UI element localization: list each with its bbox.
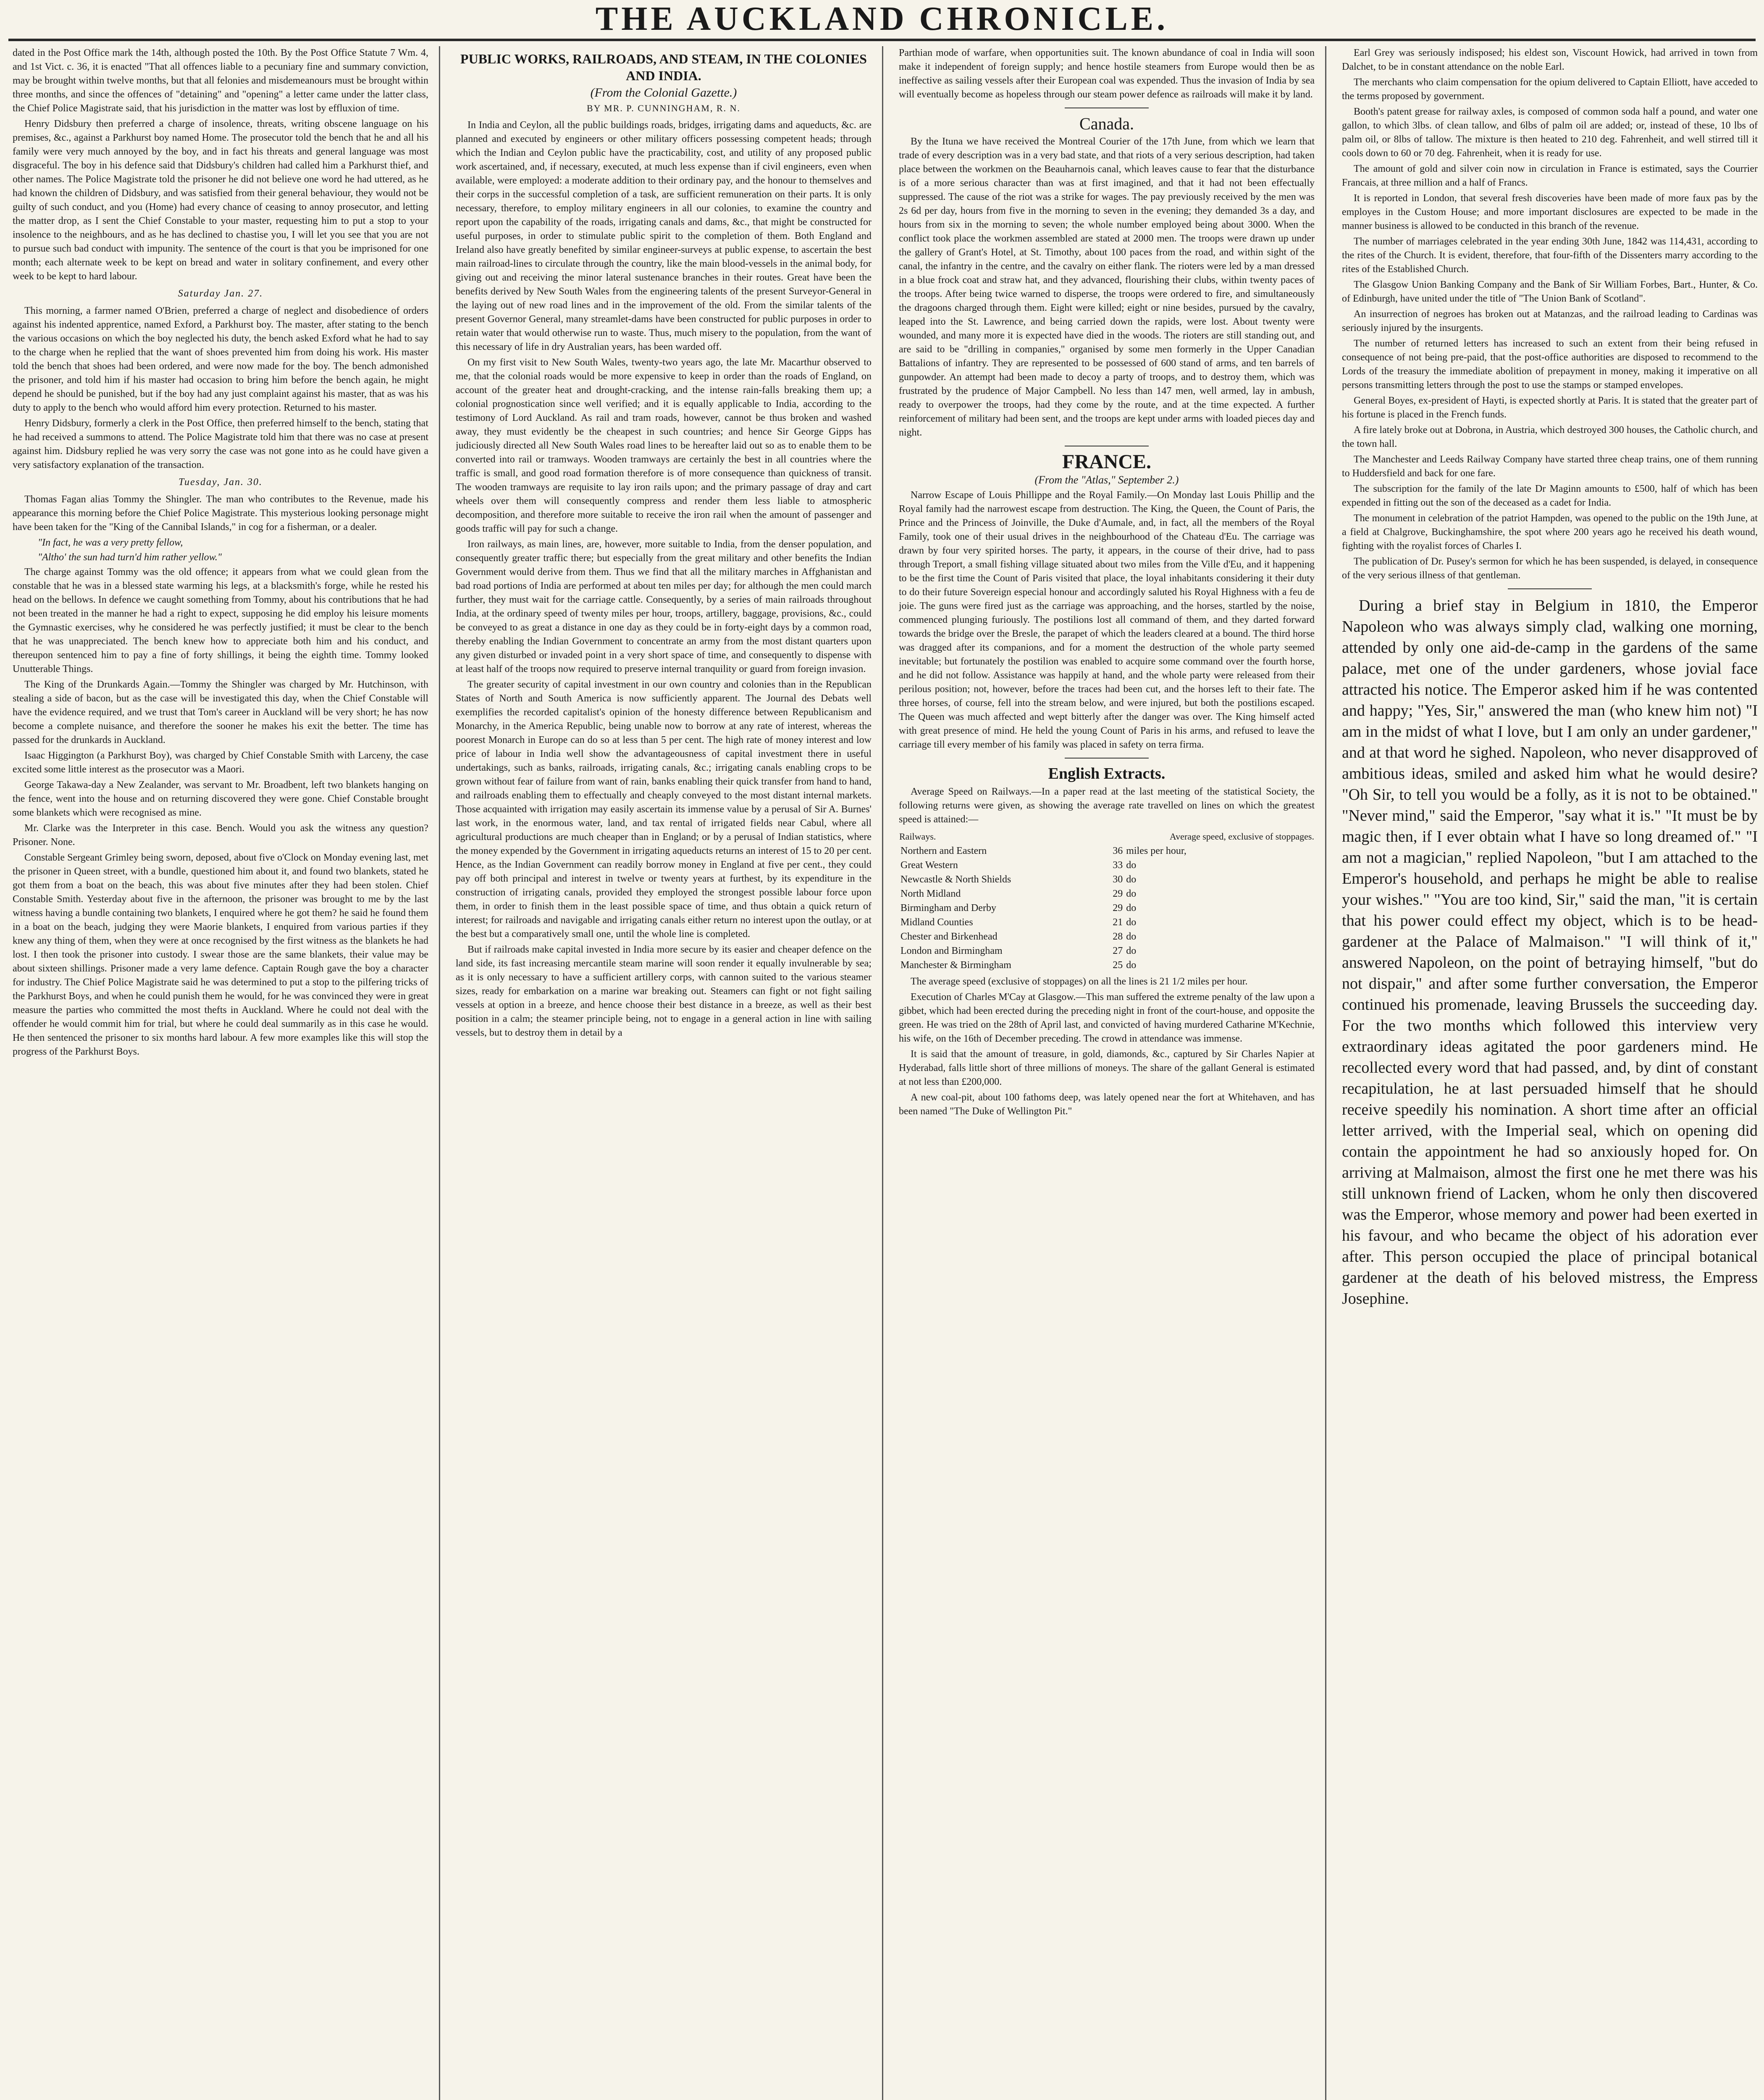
table-row	[899, 858, 1315, 872]
table-cell: do	[1126, 888, 1137, 899]
article-paragraph: Execution of Charles M'Cay at Glasgow.—This man suffered the extreme penalty of the law upon a gibbet, which had been erected during the preceding night in front of the court-house, and opposite the green. He was tried on the 28th of April last, and convicted of having murdered Catharine M'Kechnie, his wife, on the 16th of December preceding. The crowd in attendance was immense.	[899, 992, 1315, 1044]
article-paragraph: A new coal-pit, about 100 fathoms deep, was lately opened near the fort at Whitehaven, and has been named "The Duke of Wellington Pit."	[899, 1092, 1315, 1117]
column-1	[13, 46, 428, 2100]
article-paragraph: By the Ituna we have received the Montreal Courier of the 17th June, from which we learn that trade of every description was in a very bad state, and that riots of a very serious description, had taken place between the workmen on the Beauharnois canal, which leaves cause to fear that the disturbance is of a more serious character than was at first imagined, and that it had not been effectually suppressed. The cause of the riot was a strike for wages. The pay previously received by the men was 2s 6d per day, hours from five in the morning to seven in the evening; they demanded 3s a day, and hours from six in the morning to seven; the whole number employed being about 3000. When the conflict took place the workmen assembled are stated at 2000 men. The troops were drawn up under the gallery of Grant's Hotel, at St. Timothy, about 100 paces from the road, and within sight of the canal, the infantry in the centre, and the cavalry on either flank. The rioters were led by a man dressed in a blue frock coat and straw hat, and they advanced, flourishing their clubs, within twenty paces of the troops. After being twice warned to disperse, the troops were ordered to fire, and simultaneously the dragoons charged through them. Eight were killed; eight or nine besides, pursued by the cavalry, leaped into the St. Lawrence, and being carried down the rapids, were lost. About twenty were wounded, and many more it is expected have died in the woods. The rioters are still standing out, and are said to be "drilling in companies," organised by some men formerly in the Upper Canadian Battalions of infantry. They are represented to be possessed of 600 stand of arms, and ten barrels of gunpowder. An attempt had been made to decoy a party of troops, and to destroy them, which was frustrated by the prudence of Major Campbell. No less than 147 men, well armed, lay in ambush, ready to overpower the troops, had they come by the route, and at the time expected. A further reinforcement of military had been sent, and the troops are kept under arms with loaded pieces day and night.	[899, 136, 1315, 438]
table-row	[899, 944, 1315, 958]
napoleon-anecdote	[1342, 595, 1758, 1309]
article-paragraph: Isaac Higgington (a Parkhurst Boy), was charged by Chief Constable Smith with Larceny, the case excited some little interest as the prosecutor was a Maori.	[13, 750, 428, 775]
table-cell: do	[1126, 860, 1137, 871]
masthead-rule	[8, 39, 1756, 41]
article-paragraph: On my first visit to New South Wales, twenty-two years ago, the late Mr. Macarthur observed to me, that the colonial roads would be more expensive to keep in order than the roads of England, on account of the greater heat and drought-cracking, and the intense rain-falls breaking them up; a colonial prognostication since well verified; and it is equally applicable to India, according to the testimony of Lord Auckland. As rail and tram roads, however, cannot be thus broken and washed away, they must evidently be the cheapest in such countries; and hence Sir George Gipps has judiciously directed all New South Wales road lines to be hereafter laid out so as to enable them to be converted into rail or tramways. Wooden tramways are certainly the best in all countries where the traffic is small, and good road formation therefore is of more consequence than quickness of transit. The wooden tramways are requisite to lay iron rails upon; and the primary passage of dray and cart wheels over them will consequently compress and render them less liable to atmospheric decomposition, and therefore more suitable to receive the iron rail when the amount of passenger and goods traffic will pay for such a change.	[456, 357, 872, 534]
article-paragraph: A fire lately broke out at Dobrona, in Austria, which destroyed 300 houses, the Catholic church, and the town hall.	[1342, 425, 1758, 449]
table-header: Railways.	[899, 831, 936, 842]
article-paragraph: The average speed (exclusive of stoppages) on all the lines is 21 1/2 miles per hour.	[911, 976, 1248, 987]
verse-line: "In fact, he was a very pretty fellow,	[38, 537, 183, 548]
table-cell: London and Birmingham	[900, 945, 1003, 956]
article-paragraph: Average Speed on Railways.—In a paper read at the last meeting of the statistical Society, the following returns were given, as showing the average rate travelled on lines on which the greatest speed is attained:—	[899, 786, 1315, 825]
article-paragraph: Narrow Escape of Louis Phillippe and the Royal Family.—On Monday last Louis Phillip and the Royal family had the narrowest escape from destruction. The King, the Queen, the Count of Paris, the Prince and the Princess of Joinville, the Duke d'Aumale, and, in fact, all the members of the Royal Family, took one of their usual drives in the neighbourhood of the Chateau d'Eu. The carriage was drawn by four very spirited horses. The party, it appears, in the course of their drive, had to pass through Treport, a small fishing village situated about two miles from the Ville d'Eu, and it happening to be the first time the Count of Paris visited that place, the loyal inhabitants considering it their duty to do their future Sovereign especial honour and accordingly saluted his Royal Highness with a feu de joie. The guns were fired just as the carriage was approaching, and the horses, startled by the noise, commenced plunging furiously. The postilions lost all command of them, and they darted forward towards the bridge over the Bresle, the parapet of which the leaders cleared at a bound. The third horse was dragged after its companions, and for a moment the destruction of the whole party seemed inevitable; but fortunately the postilion was enabled to acquire some command over the fourth horse, and he did not follow. Assistance was happily at hand, and the whole party were released from their perilous position; not, however, before the traces had been cut, and the horses left to their fate. The three horses, of course, fell into the stream below, and were injured, but both the postilions escaped. The Queen was much affected and wept bitterly after the danger was over. The King himself acted with great presence of mind. He held the young Count of Paris in his arms, and refused to leave the carriage till every member of his family was placed in safety on terra firma.	[899, 490, 1315, 750]
article-paragraph: Earl Grey was seriously indisposed; his eldest son, Viscount Howick, had arrived in town from Dalchet, to be in constant attendance on the noble Earl.	[1342, 47, 1758, 72]
article-paragraph: Mr. Clarke was the Interpreter in this case. Bench. Would you ask the witness any question? Prisoner. None.	[13, 823, 428, 848]
article-paragraph: The number of returned letters has increased to such an extent from their being refused in consequence of not being pre-paid, that the post-office authorities are disposed to recommend to the Lords of the treasury the immediate abolition of prepayment in money, making it imperative on all persons transmitting letters through the post to use the stamps or stamped envelopes.	[1342, 338, 1758, 391]
table-cell: 28	[1113, 931, 1123, 942]
table-cell: miles per hour,	[1126, 845, 1186, 856]
table-row	[899, 844, 1315, 858]
article-paragraph: An insurrection of negroes has broken out at Matanzas, and the railroad leading to Cardinas was seriously injured by the insurgents.	[1342, 309, 1758, 333]
section-heading-canada: Canada.	[1079, 114, 1134, 133]
article-paragraph: The charge against Tommy was the old offence; it appears from what we could glean from the constable that he was in a blessed state warming his legs, at a blacksmith's forge, while he rested his head on the bellows. In defence we caught something from Tommy, about his contributions that he had not been treated in the manner he had a right to expect, supposing he did employ his leisure moments the Gymnastic exercises, why he considered he was perfectly justified; it must be clear to the bench that he was unappreciated. The bench knew how to appreciate both him and his conduct, and thereupon sentenced him to pay a fine of forty shillings, it being the eighth time. Tommy looked Unutterable Things.	[13, 567, 428, 675]
article-paragraph: The subscription for the family of the late Dr Maginn amounts to £500, half of which has been expended in fitting out the son of the deceased as a cadet for India.	[1342, 483, 1758, 508]
table-cell: 27	[1113, 945, 1123, 956]
article-source: (From the "Atlas," September 2.)	[1034, 474, 1179, 486]
table-cell: Manchester & Birmingham	[900, 960, 1011, 971]
table-cell: 29	[1113, 903, 1123, 914]
table-cell: do	[1126, 931, 1137, 942]
masthead: THE AUCKLAND CHRONICLE.	[595, 0, 1169, 37]
article-paragraph: George Takawa-day a New Zealander, was servant to Mr. Broadbent, left two blankets hanging on the fence, went into the house and on returning discovered they were gone. Chief Constable brought some blankets which were recognised as mine.	[13, 780, 428, 818]
railway-speed-table	[899, 829, 1315, 972]
table-cell: 30	[1113, 874, 1123, 885]
table-row	[899, 915, 1315, 929]
table-cell: Birmingham and Derby	[900, 903, 996, 914]
table-row	[899, 958, 1315, 972]
table-cell: Northern and Eastern	[900, 845, 987, 856]
table-row	[899, 901, 1315, 915]
date-heading: Saturday Jan. 27.	[178, 288, 263, 299]
table-cell: 29	[1113, 888, 1123, 899]
article-paragraph: During a brief stay in Belgium in 1810, the Emperor Napoleon who was always simply clad, walking one morning, attended by only one aid-de-camp in the gardens of the same palace, met one of the under gardeners, whose jovial face attracted his notice. The Emperor asked him if he was contented and happy; "Yes, Sir," answered the man (who knew him not) "I am in the midst of what I love, but I am only an under gardener," and at that word he sighed. Napoleon, who never disapproved of ambitious ideas, smiled and asked him what he would desire? "Oh Sir, to tell you would be a folly, as it is not to be obtained." "Never mind," said the Emperor, "say what it is." "It must be by magic then, if I ever obtain what I have so long dreamed of." "I am not a magician," replied Napoleon, "but I am attached to the Emperor's household, and perhaps he might be able to realise your wishes." "You are too kind, Sir," said the man, "it is certain that his power could effect my object, which is to be head-gardener at the Palace of Malmaison." "I will think of it," answered Napoleon, on the point of betraying himself, "but do not dispair," and after some further conversation, the Emperor continued his promenade, leaving Brussels the succeeding day. For the two months which followed this interview very extraordinary ideas agitated the poor gardeners mind. He recollected every word that had passed, and, by dint of constant recapitulation, he at last persuaded himself that he should receive speedily his nomination. A short time after an official letter arrived, with the Imperial seal, which on opening did contain the appointment he had so anxiously hoped for. On arriving at Malmaison, almost the first one he met there was his still unknown friend of Lacken, whom he only then discovered was the Emperor, whose memory and power had been exerted in his favour, and who became the object of his adoration ever after. This person occupied the place of principal botanical gardener at the death of his beloved mistress, the Empress Josephine.	[1342, 597, 1758, 1307]
article-paragraph: Booth's patent grease for railway axles, is composed of common soda half a pound, and water one gallon, to which 3lbs. of clean tallow, and 6lbs of palm oil are added; or, instead of these, 10 lbs of palm oil, or 8lbs of tallow. The mixture is then heated to 210 deg. Fahrenheit, and well stirred till it cools down to 60 or 70 deg. Fahrenheit, when it is ready for use.	[1342, 106, 1758, 159]
table-cell: do	[1126, 917, 1137, 928]
table-cell: do	[1126, 960, 1137, 971]
article-paragraph: The King of the Drunkards Again.—Tommy the Shingler was charged by Mr. Hutchinson, with stealing a side of bacon, but as the case will be investigated this day, when the Chief Constable will have the evidence required, and we trust that Tom's career in Auckland will be very short; he has now become a complete nuisance, and therefore the sooner he makes his exit the better. The time has passed for the drunkards in Auckland.	[13, 679, 428, 746]
table-cell: 21	[1113, 917, 1123, 928]
column-divider	[439, 46, 440, 2100]
table-row	[899, 887, 1315, 901]
article-source: (From the Colonial Gazette.)	[590, 86, 737, 100]
table-cell: 33	[1113, 860, 1123, 871]
table-row	[899, 872, 1315, 887]
table-body	[899, 844, 1315, 972]
table-cell: 36	[1113, 845, 1123, 856]
section-heading-extracts: English Extracts.	[1048, 765, 1166, 782]
table-row	[899, 929, 1315, 944]
column-divider	[882, 46, 883, 2100]
article-paragraph: The amount of gold and silver coin now in circulation in France is estimated, says the Courrier Francais, at three million and a half of Francs.	[1342, 163, 1758, 188]
article-paragraph: Iron railways, as main lines, are, however, more suitable to India, from the denser population, and consequently greater traffic there; but especially from the great military and other benefits the Indian Government would derive from them. Thus we find that all the military marches in Affghanistan and bad road portions of India are performed at about ten miles per day; for although the men could march further, they must wait for the carriage cattle. Consequently, by a series of main railroads throughout India, at the ordinary speed of twenty miles per hour, troops, artillery, baggage, provisions, &c., could be conveyed to as great a distance in one day as they could be in forty-eight days by a common road, thereby enabling the Indian Government to concentrate an army from the most distant quarters upon any given disturbed or invaded point in a very short space of time, and consequently to dispense with at least half of the troops now required to preserve internal tranquility or guard from foreign invasion.	[456, 539, 872, 675]
article-paragraph: Thomas Fagan alias Tommy the Shingler. The man who contributes to the Revenue, made his appearance this morning before the Chief Police Magistrate. This mysterious looking personage might have been taken for the "King of the Cannibal Islands," in cog for a fisherman, or a dealer.	[13, 494, 428, 533]
table-cell: Newcastle & North Shields	[900, 874, 1011, 885]
article-paragraph: The Manchester and Leeds Railway Company have started three cheap trains, one of them running to Huddersfield and back for one fare.	[1342, 454, 1758, 479]
date-heading: Tuesday, Jan. 30.	[178, 477, 262, 488]
article-paragraph: Henry Didsbury, formerly a clerk in the Post Office, then preferred himself to the bench, stating that he had received a summons to attend. The Police Magistrate told him that there was no case at present against him. Didsbury replied he was very sorry the case was not gone into as he could have given a very satisfactory explanation of the transaction.	[13, 418, 428, 470]
table-cell: 25	[1113, 960, 1123, 971]
article-paragraph: Parthian mode of warfare, when opportunities suit. The known abundance of coal in India will soon make it independent of foreign supply; and hence hostile steamers from Europe would then be as ineffective as sailing vessels after their European coal was expended. Thus the invasion of India by sea will eventually become as hopeless through our steam power defence as railroads will make it by land.	[899, 47, 1315, 100]
article-paragraph: The number of marriages celebrated in the year ending 30th June, 1842 was 114,431, according to the rites of the Church. It is evident, therefore, that four-fifth of the Dissenters marry according to the rites of the Established Church.	[1342, 236, 1758, 275]
table-cell: do	[1126, 874, 1137, 885]
article-paragraph: It is said that the amount of treasure, in gold, diamonds, &c., captured by Sir Charles Napier at Hyderabad, falls little short of three millions of moneys. The share of the gallant General is estimated at not less than £200,000.	[899, 1049, 1315, 1087]
column-2	[456, 46, 872, 2100]
table-cell: Great Western	[900, 860, 958, 871]
column-divider	[1325, 46, 1326, 2100]
article-byline: BY MR. P. CUNNINGHAM, R. N.	[586, 103, 741, 113]
article-paragraph: The publication of Dr. Pusey's sermon for which he has been suspended, is delayed, in consequence of the very serious illness of that gentleman.	[1342, 556, 1758, 581]
article-paragraph: General Boyes, ex-president of Hayti, is expected shortly at Paris. It is stated that the greater part of his fortune is placed in the French funds.	[1342, 395, 1758, 420]
section-heading-france: FRANCE.	[1062, 451, 1151, 473]
verse-line: "Altho' the sun had turn'd him rather yellow."	[38, 552, 222, 563]
article-paragraph: dated in the Post Office mark the 14th, although posted the 10th. By the Post Office Statute 7 Wm. 4, and 1st Vict. c. 36, it is enacted "That all offences liable to a pecuniary fine and summary conviction, may be brought within twelve months, but that all felonies and misdemeanours must be brought within three months, and since the offences of "detaining" and "opening" a letter came under the latter class, the Chief Police Magistrate said, that his jurisdiction in the matter was lost by effluxion of time.	[13, 47, 428, 114]
short-rule	[1508, 588, 1592, 589]
article-paragraph: Henry Didsbury then preferred a charge of insolence, threats, writing obscene language on his premises, &c., against a Parkhurst boy named Home. The prosecutor told the bench that he and all his family were very much annoyed by the boy, and in fact his threats and general language was most disgraceful. The boy in his defence said that Didsbury's children had called him a Parkhurst thief, and other names. The Police Magistrate told the prisoner he did not believe one word he had uttered, as he had known the children of Didsbury, and was satisfied from their general behaviour, they would not be guilty of such conduct, and you (Home) had every chance of ceasing to annoy prosecutor, and letting the matter drop, as I sent the Chief Constable to your master, requesting him to put a stop to your insolence to the neighbours, and as he has declined to chastise you, I will let you see that you are not to pursue such bad conduct with impunity. The sentence of the court is that you be imprisoned for one month; each alternate week to be kept on bread and water in solitary confinement, and every other week to be kept to hard labour.	[13, 118, 428, 282]
short-rule	[1065, 758, 1149, 759]
article-paragraph: The monument in celebration of the patriot Hampden, was opened to the public on the 19th June, at a field at Chalgrove, Buckinghamshire, the spot where 200 years ago he received his death wound, fighting with the royalist forces of Charles I.	[1342, 513, 1758, 551]
article-paragraph: Constable Sergeant Grimley being sworn, deposed, about five o'Clock on Monday evening last, met the prisoner in Queen street, with a bundle, questioned him about it, and found two blankets, stated he got them from a boat on the beach, this was about five minutes after they had been stolen. Chief Constable Smith. Yesterday about five in the afternoon, the prisoner was brought to me by the last witness having a bundle containing two blankets, I enquired where he got them? he said he found them in a boat on the beach, judging they were Maorie blankets, I enquired from various parties if they knew any thing of them, when they were at once recognised by the first witness as the blankets he had lost. I then took the prisoner into custody. I swear those are the same blankets, their value may be about sixteen shillings. Prisoner made a very lame defence. Captain Rough gave the boy a character for industry. The Chief Police Magistrate said he was determined to put a stop to the pilfering tricks of the Parkhurst Boys, and when he could punish them he would, for he was convinced they were in great measure the parties who committed the most thefts in Auckland. Where he could not deal with the offender he would commit him for trial, but where he could deal summarily as in this case he would. He then sentenced the prisoner to six months hard labour. A few more examples like this will stop the progress of the Parkhurst Boys.	[13, 852, 428, 1057]
table-header: Average speed, exclusive of stoppages.	[1169, 831, 1314, 842]
article-paragraph: The greater security of capital investment in our own country and colonies than in the Republican States of North and South America is now sufficiently apparent. The Journal des Debats well exemplifies the recorded capitalist's opinion of the honesty difference between Republicanism and Monarchy, in the America Republic, being unable now to borrow at any rate of interest, whereas the poorest Monarch in Europe can do so at less than 5 per cent. The high rate of money interest and low price of labour in India well show the advantageousness of capital investment there in useful undertakings, such as banks, railroads, irrigating canals, &c.; irrigating canals enabling crops to be grown without fear of failure from want of rain, banks enabling their quick transfer from hand to hand, and railroads enabling them to effectually and cheaply conveyed to the most distant internal markets. Those acquainted with irrigation may easily ascertain its immense value by a perusal of Sir A. Burnes' last work, in the enormous water, land, and tax rental of irrigated fields near Cabul, where all agricultural productions are much cheaper than in England; or by a perusal of Indian statistics, where the money expended by the Government in irrigating aqueducts returns an interest of 15 to 20 per cent. Hence, as the Indian Government can readily borrow money in England at five per cent., they could pay off both principal and interest in twelve or twenty years at furthest, by its expenditure in the construction of irrigating canals, provided they employed the strongest possible labour force upon them, in order to finish them in the least possible space of time, and thus obtain a quick return of interest; for railroads and navigable and irrigating canals either return no interest upon the outlay, or at the best but a comparatively small one, until the whole line is completed.	[456, 679, 872, 940]
article-paragraph: The Glasgow Union Banking Company and the Bank of Sir William Forbes, Bart., Hunter, & Co. of Edinburgh, have united under the title of "The Union Bank of Scotland".	[1342, 279, 1758, 304]
article-paragraph: In India and Ceylon, all the public buildings roads, bridges, irrigating dams and aqueducts, &c. are planned and executed by engineers or other military officers possessing competent heads; through which the Indian and Ceylon public have the practicability, cost, and utility of any proposed public work ascertained, and, if necessary, executed, at much less expense than if civil engineers, even when available, were employed: a moderate addition to their ordinary pay, and the honour to themselves and their corps in the successful completion of a task, are sufficient remuneration on their parts. It is only necessary, therefore, to employ military engineers in all our colonies, to examine the country and report upon the capability of the roads, irrigating canals and dams, &c., that might be constructed for useful purposes, in order to stimulate public spirit to the completion of them. Both England and Ireland also have greatly benefited by similar engineer-surveys at public expense, to ascertain the best main railroad-lines to circulate through the country, like the main blood-vessels in the animal body, for giving out and receiving the minor lateral sustenance branches in their routes. Great have been the benefits derived by New South Wales from the engineering talents of the present Surveyor-General in the laying out of new road lines and in the improvement of the old. From the similar talents of the present Governor General, many streamlet-dams have been constructed for public purposes in order to retain water that would otherwise run to waste. Thus, much misery to the population, from the want of this necessary of life in dry Australian years, has been warded off.	[456, 120, 872, 352]
column-3	[899, 46, 1315, 2100]
table-cell: North Midland	[900, 888, 961, 899]
column-4	[1342, 46, 1758, 2100]
article-paragraph: The merchants who claim compensation for the opium delivered to Captain Elliott, have acceded to the terms proposed by government.	[1342, 77, 1758, 102]
table-cell: Chester and Birkenhead	[900, 931, 998, 942]
table-cell: do	[1126, 945, 1137, 956]
article-headline: PUBLIC WORKS, RAILROADS, AND STEAM, IN THE COLONIES AND INDIA.	[460, 51, 867, 83]
article-paragraph: This morning, a farmer named O'Brien, preferred a charge of neglect and disobedience of orders against his indented apprentice, named Exford, a Parkhurst boy. The master, after stating to the bench the various occasions on which the boy neglected his duty, the bench asked Exford what he had to say to the charge when he replied that the want of shoes prevented him from doing his work. His master told the bench that shoes had been ordered, and were now made for the boy. The bench admonished the prisoner, and told him if his master had occasion to bring him before the bench again, he might depend he should be punished, but if the boy had any just complaint against his master, that as was his duty to apply to the bench who would afford him every protection. Returned to his master.	[13, 305, 428, 413]
table-cell: do	[1126, 903, 1137, 914]
article-paragraph: But if railroads make capital invested in India more secure by its easier and cheaper defence on the land side, its fast increasing mercantile steam marine will soon render it equally invulnerable by sea; as it is only necessary to have a sufficient artillery corps, with cannon suited to the various steamer sizes, ready for embarkation on a marine war breaking out. Steamers can fight or not fight sailing vessels at option in a breeze, and hence choose their best distance in a breeze, as well as their best position in a calm; the steamer principle being, not to engage in a general action in line with sailing vessels, but to destroy them in detail by a	[456, 944, 872, 1038]
article-paragraph: It is reported in London, that several fresh discoveries have been made of more faux pas by the employes in the Custom House; and more important disclosures are expected to be made in the manner business is allowed to be conducted in this branch of the revenue.	[1342, 193, 1758, 231]
table-cell: Midland Counties	[900, 917, 973, 928]
